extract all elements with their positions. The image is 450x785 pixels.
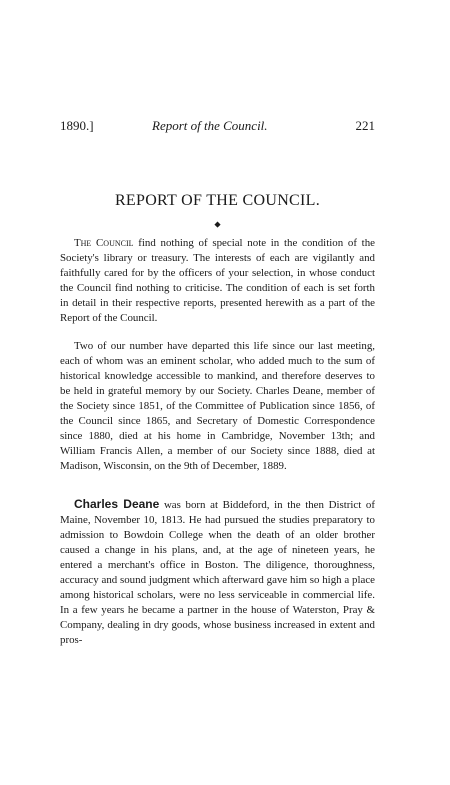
paragraph-obituaries — [60, 339, 375, 474]
paragraph-council-condition — [60, 236, 375, 326]
subject-name: Charles Deane — [74, 497, 160, 511]
section-ornament: ⬥ — [214, 219, 221, 229]
running-head-title: Report of the Council. — [152, 118, 268, 133]
paragraph-charles-deane — [60, 497, 375, 648]
running-head-year: 1890.] — [60, 118, 94, 133]
paragraph-text: Two of our number have departed this life since our last meeting, each of whom was an eminent scholar, who added much to the sum of historical knowledge accessible to mankind, and therefore deserves to be held in grateful memory by our Society. Charles Deane, member of the Society since 1851, of the Committee of Publication since 1856, of the Council since 1865, and Secretary of Domestic Correspondence since 1880, died at his home in Cambridge, November 13th; and William Francis Allen, a member of our Society since 1888, died at Madison, Wisconsin, on the 9th of December, 1889. — [60, 340, 375, 472]
paragraph-text: find nothing of special note in the condition of the Society's library or treasury. The interests of each are vigilantly and faithfully cared for by the officers of your selection, in whose conduct the Council find nothing to criticise. The condition of each is set forth in detail in their respective reports, presented herewith as a part of the Report of the Council. — [60, 237, 375, 324]
paragraph-text: was born at Biddeford, in the then District of Maine, November 10, 1813. He had pursued the studies preparatory to admission to Bowdoin College when the death of an older brother caused a change in his plans, and, at the age of nineteen years, he entered a merchant's office in Boston. The diligence, thoroughness, accuracy and sound judgment which afterward gave him so high a place among historical scholars, were no less serviceable in commercial life. In a few years he became a partner in the house of Waterston, Pray & Company, dealing in dry goods, whose business increased in extent and pros- — [60, 499, 375, 646]
paragraph-lead: The Council — [74, 237, 134, 249]
section-title: REPORT OF THE COUNCIL. — [114, 192, 321, 209]
running-head — [60, 118, 375, 136]
page-number: 221 — [355, 118, 375, 133]
